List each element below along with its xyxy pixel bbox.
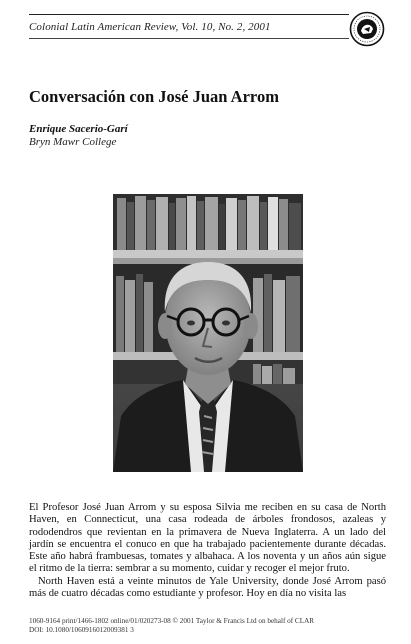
footer-copyright-line: 1060-9164 print/1466-1802 online/01/020273-08 © 2001 Taylor & Francis Ltd on behalf of CLAR: [29, 617, 315, 625]
body-paragraph-2: North Haven está a veinte minutos de Yale University, donde José Arrom pasó más de cuatro décadas como estudiante y profesor. Hoy en día no visita las: [29, 575, 386, 600]
publisher-seal-icon: [349, 11, 385, 47]
header-bottom-rule: [29, 38, 349, 39]
article-body: [29, 502, 386, 600]
article-title: Conversación con José Juan Arrom: [29, 87, 279, 106]
author-affiliation: Bryn Mawr College: [29, 136, 117, 148]
copyright-footer: [29, 617, 389, 636]
footer-doi-line: DOI: 10.1080/1060916012009381 3: [29, 626, 134, 635]
running-head: Colonial Latin American Review, Vol. 10, No. 2, 2001: [29, 21, 271, 33]
header-top-rule: [29, 14, 349, 15]
author-name: Enrique Sacerio-Garí: [29, 123, 128, 135]
body-paragraph-1: El Profesor José Juan Arrom y su esposa Silvia me reciben en su casa de North Haven, en Connecticut, una casa rodeada de árboles frondosos, azaleas y rododendros que revientan en la primavera de Nueva Inglaterra. A un lado del jardín se encuentra el conuco en que ha trabajado pacientemente durante décadas. Este año habrá frambuesas, tomates y albahaca. A los noventa y un años aún sigue el ritmo de la tierra: sembrar a su momento, cuidar y recoger el mejor fruto.: [29, 502, 386, 575]
portrait-photo: [113, 194, 303, 472]
